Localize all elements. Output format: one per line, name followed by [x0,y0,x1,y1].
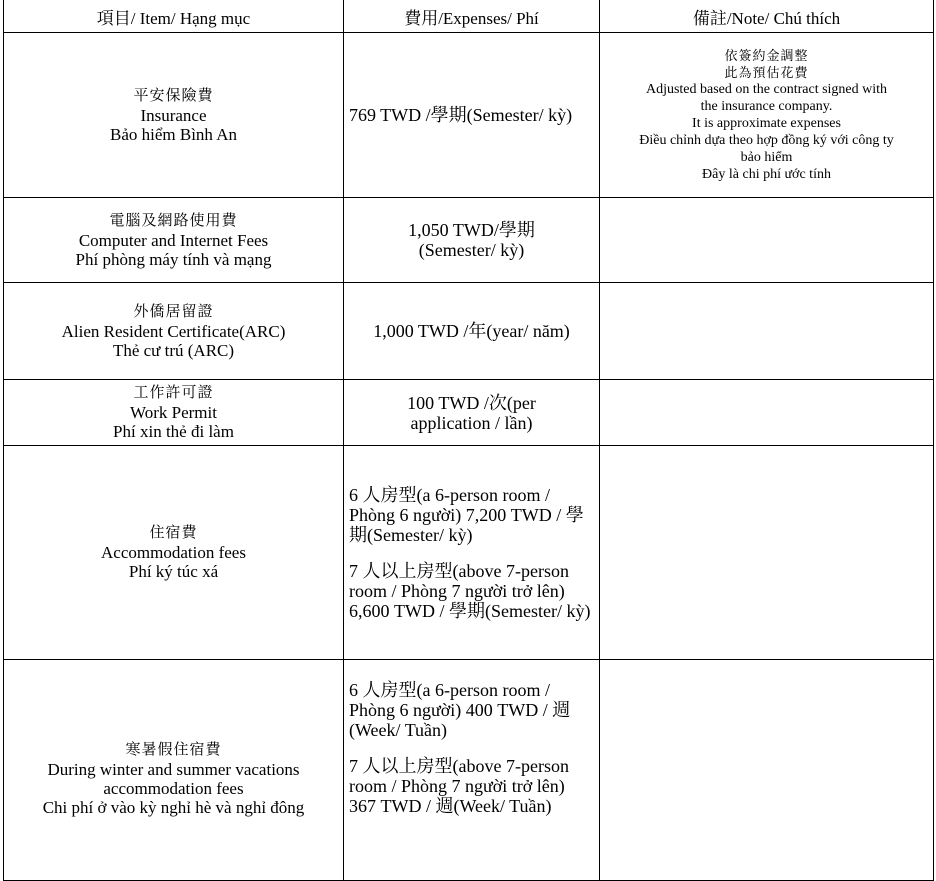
note-cell [600,198,934,283]
fee-cell [344,198,600,283]
item-name-zh: 平安保險費 [133,87,214,104]
table-row-accommodation [4,446,934,660]
fee-text: (Semester/ kỳ) [418,240,525,260]
item-name-zh: 電腦及網路使用費 [109,212,238,229]
item-name-en: Insurance [140,105,207,125]
item-name-vi: Bảo hiểm Bình An [109,124,238,144]
item-name-zh: 寒暑假住宿費 [125,742,222,758]
item-name-en: accommodation fees [103,779,244,798]
table-header-row [4,0,934,33]
fee-cell [344,446,600,660]
item-name-en: Work Permit [130,403,217,422]
item-name-en: Alien Resident Certificate(ARC) [61,321,286,341]
table-row-vacation-accommodation [4,660,934,881]
note-cell [600,380,934,446]
note-cell [600,660,934,881]
note-line: 依簽約金調整 [724,48,809,63]
header-note: 備註/Note/ Chú thích [600,0,934,33]
fee-cell [344,380,600,446]
fee-text: 769 TWD /學期(Semester/ kỳ) [349,105,573,125]
item-name-zh: 住宿費 [149,525,198,541]
note-cell [600,33,934,198]
fees-table [3,0,934,881]
item-name-vi: Chi phí ở vào kỳ nghỉ hè và nghỉ đông [42,798,305,817]
table-row-computer [4,198,934,283]
header-item: 項目/ Item/ Hạng mục [4,0,344,33]
item-cell [4,446,344,660]
item-cell [4,380,344,446]
item-name-vi: Thẻ cư trú (ARC) [112,340,235,360]
fee-option-7-person: 7 人以上房型(above 7-person room / Phòng 7 người trở lên) 6,600 TWD / 學期(Semester/ kỳ) [349,560,591,621]
fee-text: 1,000 TWD /年(year/ năm) [373,321,570,341]
note-line: bảo hiểm [740,150,793,165]
item-cell [4,283,344,380]
table-row-work-permit [4,380,934,446]
item-cell [4,33,344,198]
table-row-insurance [4,33,934,198]
note-line: Điều chỉnh dựa theo hợp đồng ký với công ty [639,133,894,148]
fee-option-7-person: 7 人以上房型(above 7-person room / Phòng 7 người trở lên) 367 TWD / 週(Week/ Tuần) [349,756,569,816]
fee-text: 1,050 TWD/學期 [408,220,535,240]
fee-cell [344,660,600,881]
fee-cell [344,33,600,198]
note-cell [600,446,934,660]
item-name-vi: Phí ký túc xá [128,562,219,581]
item-name-vi: Phí phòng máy tính và mạng [75,249,272,269]
item-name-en: Computer and Internet Fees [78,230,269,250]
item-cell [4,198,344,283]
note-cell [600,283,934,380]
fee-option-6-person: 6 人房型(a 6-person room / Phòng 6 người) 7,200 TWD / 學期(Semester/ kỳ) [349,484,584,545]
item-name-zh: 外僑居留證 [133,303,214,320]
item-name-en: During winter and summer vacations [47,760,300,779]
note-line: the insurance company. [700,99,833,114]
note-line: It is approximate expenses [692,116,841,131]
fee-text: 100 TWD /次(per [407,392,536,413]
item-cell [4,660,344,881]
item-name-zh: 工作許可證 [133,385,214,401]
item-name-vi: Phí xin thẻ đi làm [113,422,234,441]
table-row-arc [4,283,934,380]
header-expenses: 費用/Expenses/ Phí [344,0,600,33]
note-line: Adjusted based on the contract signed with [645,82,888,97]
fee-text: application / lần) [410,412,533,433]
note-line: 此為預估花費 [724,65,809,80]
note-line: Đây là chi phí ước tính [702,167,831,182]
item-name-en: Accommodation fees [101,543,246,562]
fee-cell [344,283,600,380]
fee-option-6-person: 6 人房型(a 6-person room / Phòng 6 người) 400 TWD / 週(Week/ Tuần) [349,680,571,740]
